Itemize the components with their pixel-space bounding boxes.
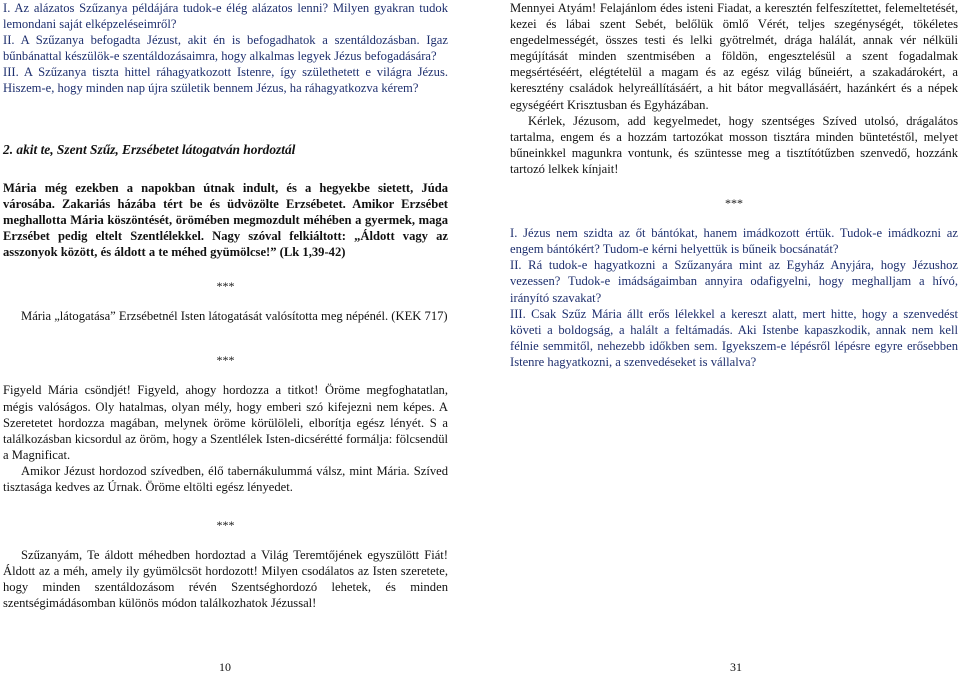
reflection-question-3: III. Csak Szűz Mária állt erős lélekkel a kereszt alatt, mert hitte, hogy a szenvedést követi a boldogság, a halált a feltámadás. Aki Istenbe kapaszkodik, annak nem kell félnie semmitől, nehezebb időkben sem. Igyekszem-e lépésről lépésre egyre erősebben Istenre hagyatkozni, a szenvedéseket is vállalva? (510, 306, 958, 369)
scripture-passage: Mária még ezekben a napokban útnak indult, és a hegyekbe sietett, Júda városába. Zakariás házába tért be és üdvözölte Erzsébetet. Amikor Erzsébet meghallotta Mária köszöntését, örömében megmozdult méhében a gyermek, maga Erzsébet pedig eltelt Szentlélekkel. Nagy szóval felkiáltott: „Áldott vagy az asszonyok között, és áldott a te méhed gyümölcse!” (Lk 1,39-42) (3, 180, 448, 260)
intro-question-3: III. A Szűzanya tiszta hittel ráhagyatkozott Istenre, így születhetett e világra Jézus. Hiszem-e, hogy minden nap újra születik bennem Jézus, ha ráhagyatkozva kérem? (3, 65, 448, 96)
left-page (3, 0, 448, 612)
prayer-paragraph: Szűzanyám, Te áldott méhedben hordoztad a Világ Teremtőjének egyszülött Fiát! Áldott az a méh, amely ily gyümölcsöt hordozott! Milyen csodálatos az Isten szeretete, hogy minden szentáldozásom révén Szentséghordozó lehetek, és minden szentségimádásomban különös módon találkozhatok Jézussal! (3, 548, 448, 611)
catechism-quote: Mária „látogatása” Erzsébetnél Isten látogatását valósította meg népénél. (KEK 717) (21, 309, 448, 324)
intro-question-2: II. A Szűzanya befogadta Jézust, akit én is befogadhatok a szentáldozásban. Igaz bűnbánattal készülök-e szentáldozásaimra, hogy alkalmas legyek Jézus befogadására? (3, 33, 448, 64)
section-heading: 2. akit te, Szent Szűz, Erzsébetet látogatván hordoztál (3, 141, 296, 157)
petition-prayer: Kérlek, Jézusom, add kegyelmedet, hogy szentséges Szíved utolsó, drágalátos tartalma, engem és a hozzám tartozókat mosson tisztára minden büntetéstől, melyet bűneinkkel magunkra vontunk, és szüntesse meg a tisztítótűzben szenvedő, hozzánk tartozó lelkek kínjait! (510, 113, 958, 176)
page-number-left: 10 (219, 660, 231, 674)
offering-prayer: Mennyei Atyám! Felajánlom édes isteni Fiadat, a keresztén felfeszítettet, felemeltetését, kezei és lábai szent Sebét, belőlük ömlő Vérét, teljes szegénységét, tökéletes engedelmességét, összes testi és lelki gyötrelmét, drága halálát, annak vér nélküli megújítását minden szentmisében a földön, engesztelésül a szent fogadalmak megsértéséért, elégtételül a magam és az egész világ bűneiért, a szakadárokért, a keresztény családok helyreállításáért, a hit bátor megvallásáért, hazánkért és a népek egységéért Krisztusban és Egyházában. (510, 1, 958, 112)
separator-stars: *** (216, 518, 235, 533)
right-page (510, 0, 958, 370)
meditation-paragraph-2: Amikor Jézust hordozod szívedben, élő tabernákulummá válsz, mint Mária. Szíved tisztasága kedves az Úrnak. Öröme eltölti egész lényedet. (3, 463, 448, 494)
intro-question-1: I. Az alázatos Szűzanya példájára tudok-e élég alázatos lenni? Milyen gyakran tudok lemondani saját elképzeléseimről? (3, 1, 448, 32)
separator-stars: *** (216, 353, 235, 368)
separator-stars: *** (725, 196, 743, 211)
page-number-right: 31 (730, 660, 742, 674)
reflection-question-1: I. Jézus nem szidta az őt bántókat, hanem imádkozott értük. Tudok-e imádkozni az engem bántókért? Tudom-e kérni helyettük is bűneik bocsánatát? (510, 226, 958, 257)
separator-stars: *** (216, 279, 235, 294)
reflection-question-2: II. Rá tudok-e hagyatkozni a Szűzanyára mint az Egyház Anyjára, hogy Jézushoz vezessen? Tudok-e imádságaimban annyira odafigyelni, hogy meghalljam a hívó, irányító szavakat? (510, 258, 958, 305)
meditation-paragraph: Figyeld Mária csöndjét! Figyeld, ahogy hordozza a titkot! Öröme megfoghatatlan, mégis valóságos. Oly hatalmas, olyan mély, hogy emberi szó kifejezni nem képes. A Szeretetet hordozza magában, melynek öröme körülöleli, elborítja egész lényét. S a találkozásban kicsordul az öröm, hogy a Szentlélek Isten-dicsérétté formálja: fölcsendül a Magnificat. (3, 383, 448, 462)
